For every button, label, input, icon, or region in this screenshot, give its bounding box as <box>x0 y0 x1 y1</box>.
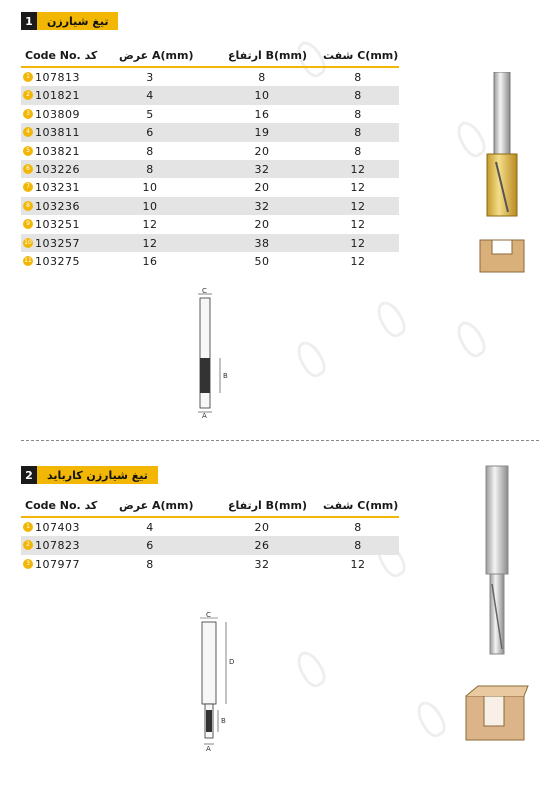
dim-label-b: B <box>221 717 226 725</box>
height-cell: 20 <box>254 521 270 534</box>
shaft-cell: 8 <box>354 126 362 140</box>
width-cell: 16 <box>142 254 158 268</box>
height-cell: 19 <box>254 126 270 140</box>
width-cell: 3 <box>146 71 154 84</box>
row-number-badge: 1 <box>23 72 33 82</box>
code-cell: 103821 <box>35 144 80 158</box>
dim-label-a: A <box>206 745 211 752</box>
section-1-table <box>21 46 399 270</box>
table-row <box>21 252 399 270</box>
router-bit-image <box>472 72 532 282</box>
watermark-logo <box>412 697 450 741</box>
code-cell: 107977 <box>35 557 80 571</box>
row-number-badge: 4 <box>23 127 33 137</box>
table-row <box>21 555 399 573</box>
code-cell: 107823 <box>35 539 80 553</box>
code-cell: 107403 <box>35 521 80 534</box>
table-row <box>21 215 399 233</box>
shaft-cell: 8 <box>354 144 362 158</box>
shaft-cell: 8 <box>354 89 362 103</box>
shaft-cell: 12 <box>350 199 366 213</box>
width-cell: 6 <box>146 539 154 553</box>
table-row <box>21 105 399 123</box>
shaft-cell: 8 <box>354 521 362 534</box>
table-row <box>21 160 399 178</box>
width-cell: 4 <box>146 521 154 534</box>
row-number-badge: 6 <box>23 164 33 174</box>
row-number-badge: 3 <box>23 559 33 569</box>
shaft-cell: 12 <box>350 218 366 232</box>
watermark-logo <box>292 337 330 381</box>
row-number-badge: 11 <box>24 256 32 264</box>
code-cell: 103226 <box>35 162 80 176</box>
table-header <box>21 496 399 516</box>
height-cell: 20 <box>254 144 270 158</box>
col-width: عرض A(mm) <box>119 499 194 512</box>
code-cell: 103257 <box>35 236 80 250</box>
shaft-cell: 12 <box>350 236 366 250</box>
height-cell: 8 <box>258 71 266 84</box>
dimension-diagram <box>186 288 246 418</box>
height-cell: 32 <box>254 199 270 213</box>
code-cell: 103236 <box>35 199 80 213</box>
table-row <box>21 234 399 252</box>
shaft-cell: 8 <box>354 71 362 84</box>
width-cell: 10 <box>142 181 158 195</box>
col-width: عرض A(mm) <box>119 49 194 62</box>
section-2-table <box>21 496 399 573</box>
table-row <box>21 536 399 554</box>
width-cell: 5 <box>146 107 154 121</box>
table-body <box>21 518 399 573</box>
shaft-cell: 8 <box>354 539 362 553</box>
code-cell: 103251 <box>35 218 80 232</box>
width-cell: 10 <box>142 199 158 213</box>
shaft-cell: 8 <box>354 107 362 121</box>
row-number-badge: 8 <box>23 201 33 211</box>
height-cell: 20 <box>254 218 270 232</box>
height-cell: 16 <box>254 107 270 121</box>
section-divider <box>21 440 539 441</box>
dim-label-b: B <box>223 372 228 380</box>
height-cell: 38 <box>254 236 270 250</box>
table-row <box>21 142 399 160</box>
section-number: 2 <box>21 466 37 484</box>
watermark-logo <box>452 317 490 361</box>
table-row <box>21 178 399 196</box>
width-cell: 8 <box>146 144 154 158</box>
height-cell: 20 <box>254 181 270 195</box>
col-code: Code No. کد <box>25 499 98 512</box>
section-2-title <box>21 466 158 484</box>
shaft-cell: 12 <box>350 181 366 195</box>
watermark-logo <box>292 647 330 691</box>
shaft-cell: 12 <box>350 162 366 176</box>
width-cell: 12 <box>142 218 158 232</box>
table-row <box>21 68 399 86</box>
section-1-title <box>21 12 118 30</box>
row-number-badge: 3 <box>23 109 33 119</box>
section-label: تیغ شیارزن <box>37 12 118 30</box>
code-cell: 103231 <box>35 181 80 195</box>
height-cell: 50 <box>254 254 270 268</box>
row-number-badge: 7 <box>23 182 33 192</box>
col-height: ارتفاع B(mm) <box>228 499 307 512</box>
dim-label-c: C <box>202 288 207 295</box>
row-number-badge: 9 <box>23 219 33 229</box>
table-row <box>21 123 399 141</box>
dim-label-d: D <box>229 658 235 666</box>
row-number-badge: 2 <box>23 540 33 550</box>
col-shaft: شفت C(mm) <box>323 49 399 62</box>
workpiece-image <box>462 682 530 742</box>
row-number-badge: 2 <box>23 90 33 100</box>
table-body <box>21 68 399 270</box>
row-number-badge: 10 <box>24 238 32 246</box>
code-cell: 103811 <box>35 126 80 140</box>
height-cell: 32 <box>254 162 270 176</box>
dim-label-a: A <box>202 412 207 418</box>
table-row <box>21 197 399 215</box>
width-cell: 8 <box>146 162 154 176</box>
col-code: Code No. کد <box>25 49 98 62</box>
col-shaft: شفت C(mm) <box>323 499 399 512</box>
table-row <box>21 86 399 104</box>
carbide-bit-image <box>478 464 518 664</box>
section-number: 1 <box>21 12 37 30</box>
width-cell: 6 <box>146 126 154 140</box>
height-cell: 32 <box>254 557 270 571</box>
code-cell: 101821 <box>35 89 80 103</box>
row-number-badge: 1 <box>23 522 33 532</box>
height-cell: 10 <box>254 89 270 103</box>
col-height: ارتفاع B(mm) <box>228 49 307 62</box>
row-number-badge: 5 <box>23 146 33 156</box>
dim-label-c: C <box>206 612 211 619</box>
table-header <box>21 46 399 66</box>
watermark-logo <box>372 297 410 341</box>
table-row <box>21 518 399 536</box>
width-cell: 8 <box>146 557 154 571</box>
code-cell: 103809 <box>35 107 80 121</box>
code-cell: 103275 <box>35 254 80 268</box>
shaft-cell: 12 <box>350 254 366 268</box>
dimension-diagram-2 <box>186 612 246 752</box>
width-cell: 4 <box>146 89 154 103</box>
section-label: تیغ شیارزن کارباید <box>37 466 158 484</box>
height-cell: 26 <box>254 539 270 553</box>
width-cell: 12 <box>142 236 158 250</box>
code-cell: 107813 <box>35 71 80 84</box>
shaft-cell: 12 <box>350 557 366 571</box>
